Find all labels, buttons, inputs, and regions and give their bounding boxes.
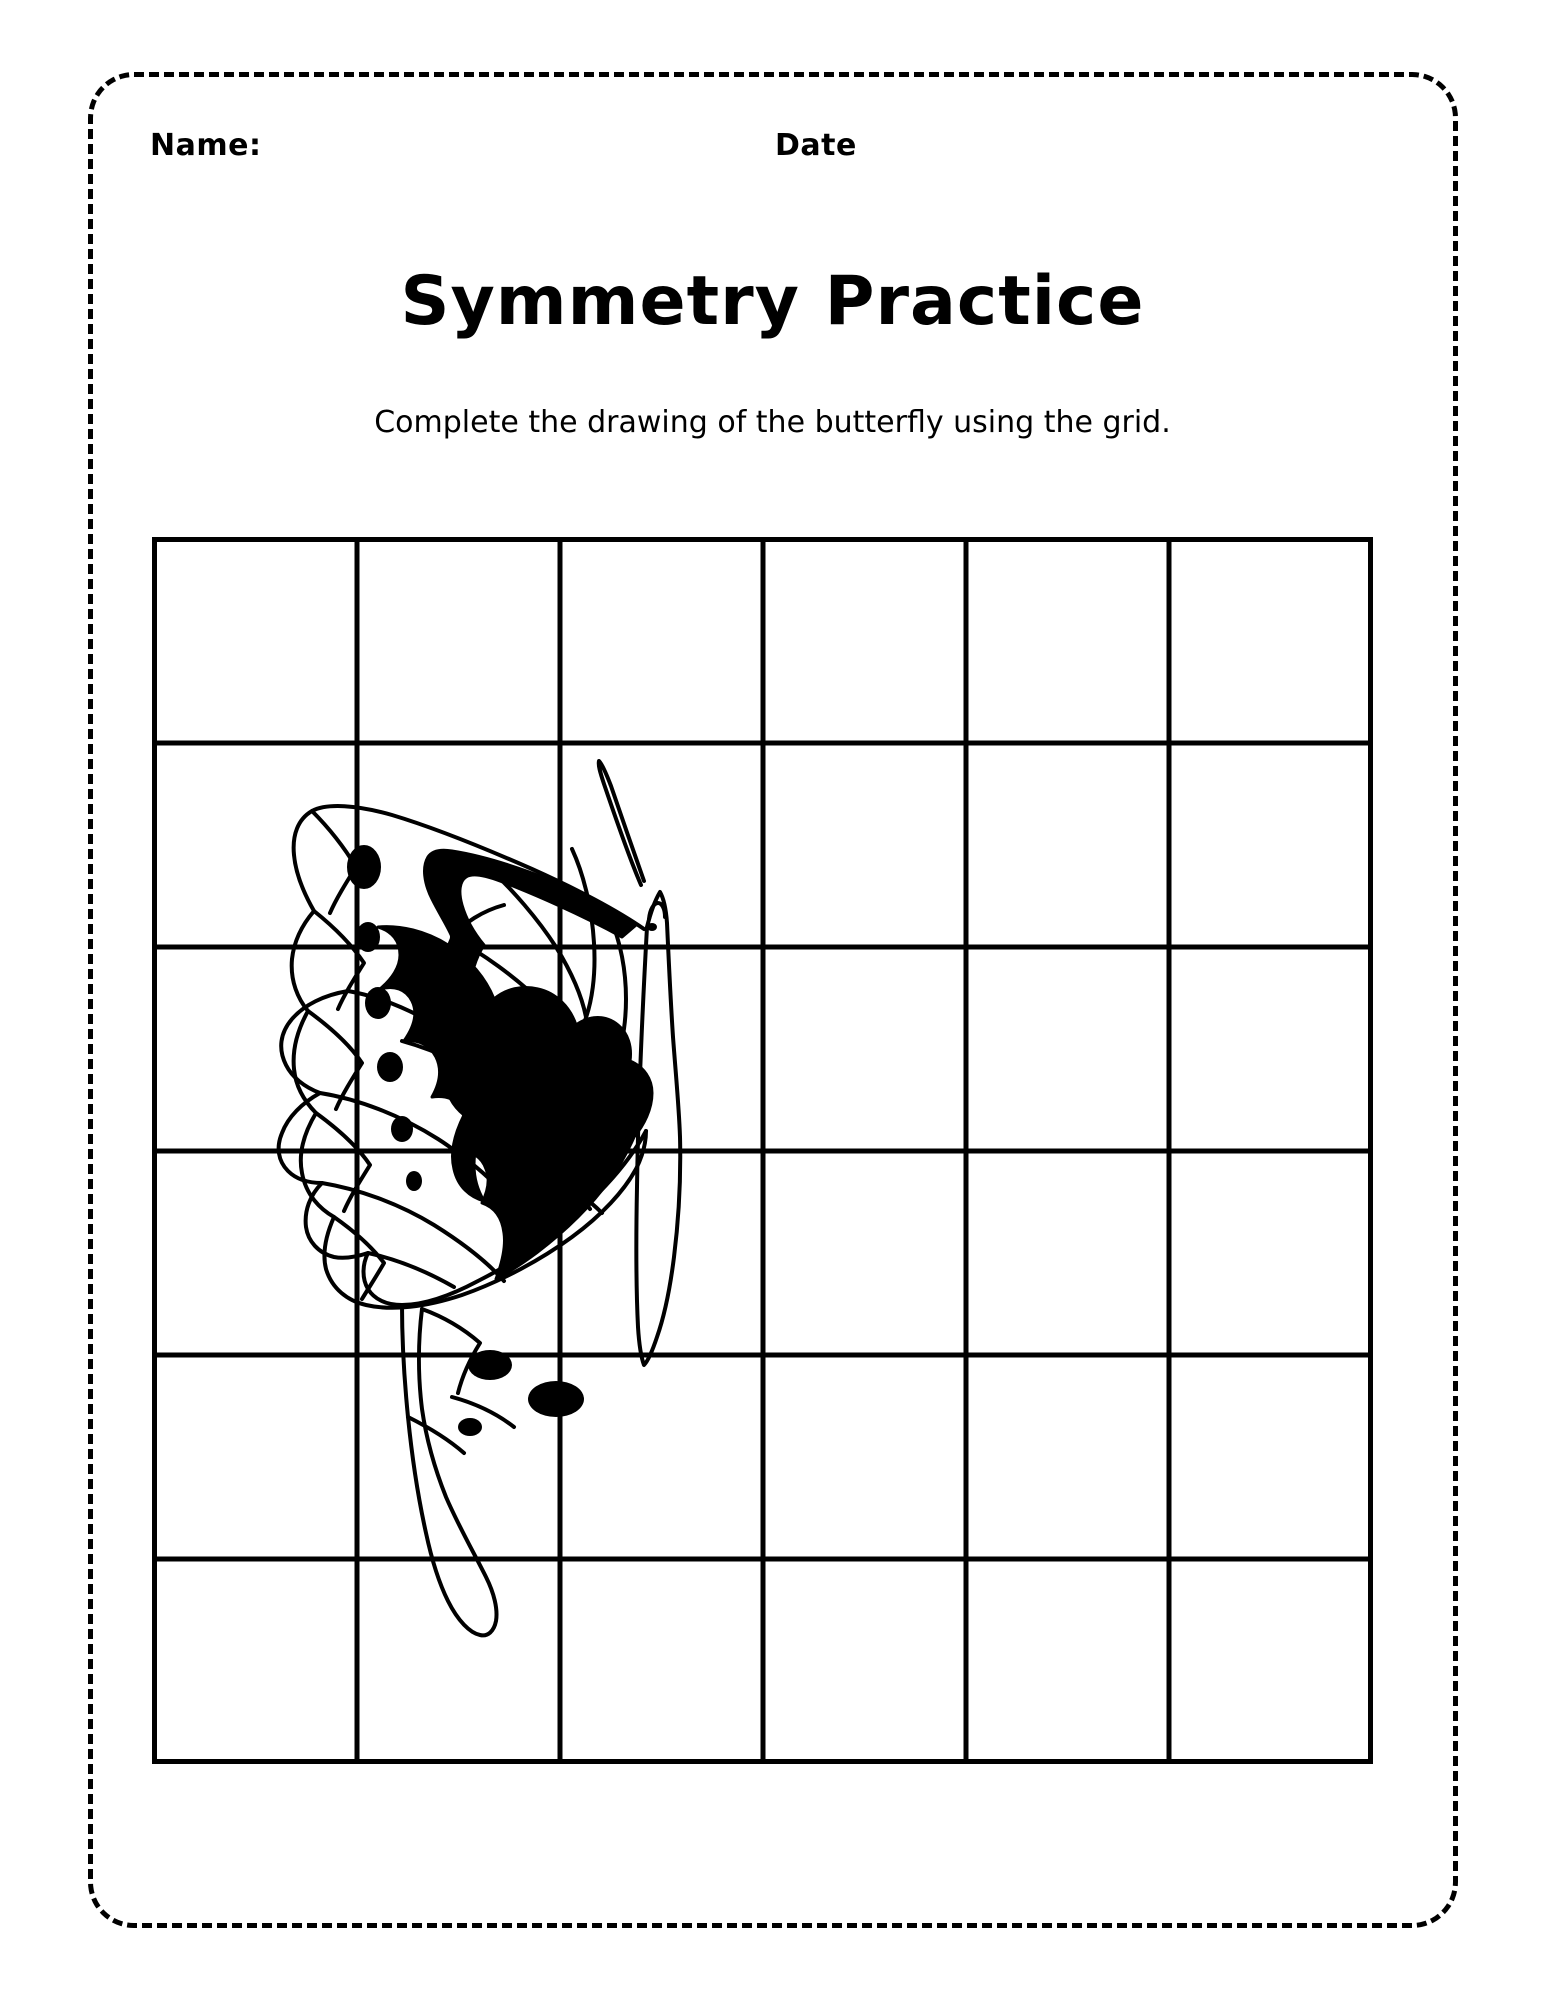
name-field-label: Name:	[150, 128, 262, 163]
butterfly-half-illustration	[152, 537, 1373, 1764]
page-title: Symmetry Practice	[400, 262, 1145, 341]
date-field-label: Date	[775, 128, 857, 163]
instruction-text: Complete the drawing of the butterfly using the grid.	[374, 405, 1171, 440]
drawing-grid-area	[152, 537, 1373, 1764]
header-row	[150, 128, 1400, 178]
